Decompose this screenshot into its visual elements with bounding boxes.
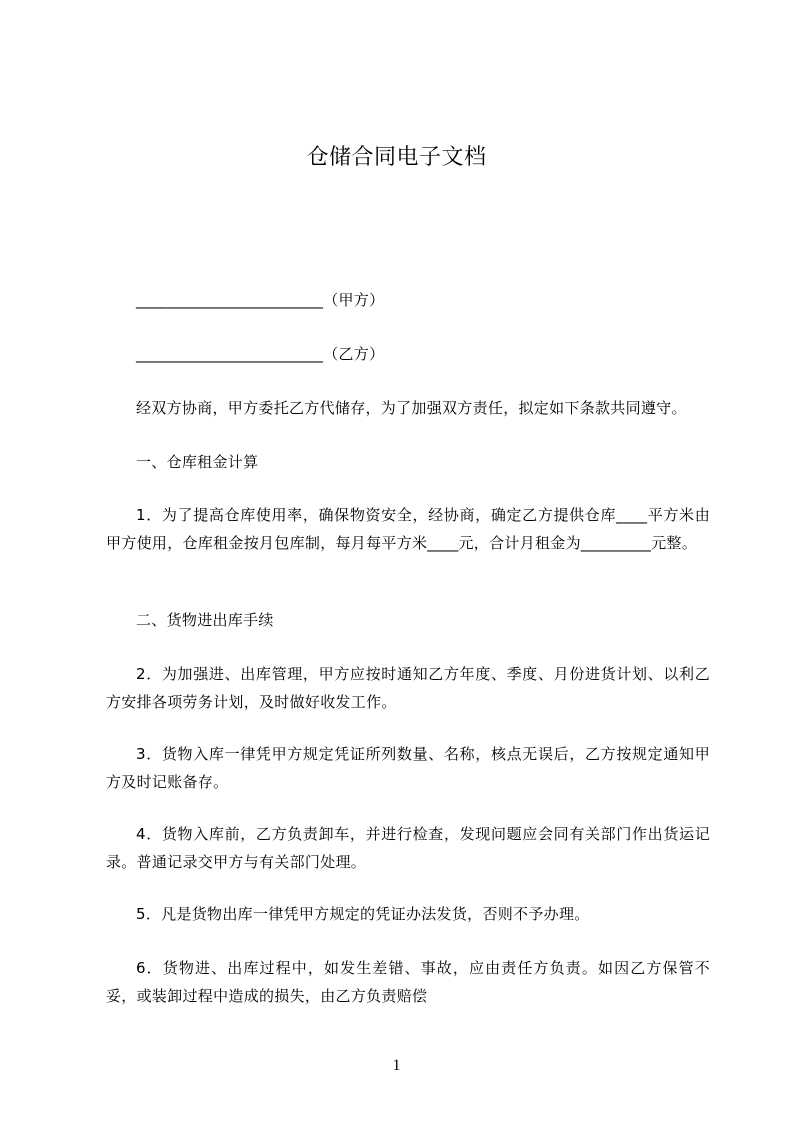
party-b-line: ________________________（乙方） (136, 345, 385, 363)
clause-5: 5．凡是货物出库一律凭甲方规定的凭证办法发货，否则不予办理。 (136, 905, 590, 923)
intro-paragraph: 经双方协商，甲方委托乙方代储存，为了加强双方责任，拟定如下条款共同遵守。 (136, 399, 687, 417)
clause-1: 1．为了提高仓库使用率，确保物资安全，经协商，确定乙方提供仓库____平方米由甲方使用，仓库租金按月包库制，每月每平方米____元，合计月租金为_________元整。 (106, 506, 710, 552)
clause-2: 2．为加强进、出库管理，甲方应按时通知乙方年度、季度、月份进货计划、以利乙方安排各项劳务计划，及时做好收发工作。 (106, 665, 710, 711)
clause-6: 6．货物进、出库过程中，如发生差错、事故，应由责任方负责。如因乙方保管不妥，或装卸过程中造成的损失，由乙方负责赔偿 (106, 959, 710, 1005)
clause-3: 3．货物入库一律凭甲方规定凭证所列数量、名称，核点无误后，乙方按规定通知甲方及时记账备存。 (106, 745, 710, 791)
page-number: 1 (392, 1057, 401, 1074)
document-title: 仓储合同电子文档 (306, 145, 487, 170)
section-1-heading: 一、仓库租金计算 (136, 453, 259, 471)
party-a-line: ________________________（甲方） (136, 291, 385, 309)
clause-4: 4．货物入库前，乙方负责卸车，并进行检查，发现问题应会同有关部门作出货运记录。普通记录交甲方与有关部门处理。 (106, 825, 710, 871)
section-2-heading: 二、货物进出库手续 (136, 611, 274, 629)
